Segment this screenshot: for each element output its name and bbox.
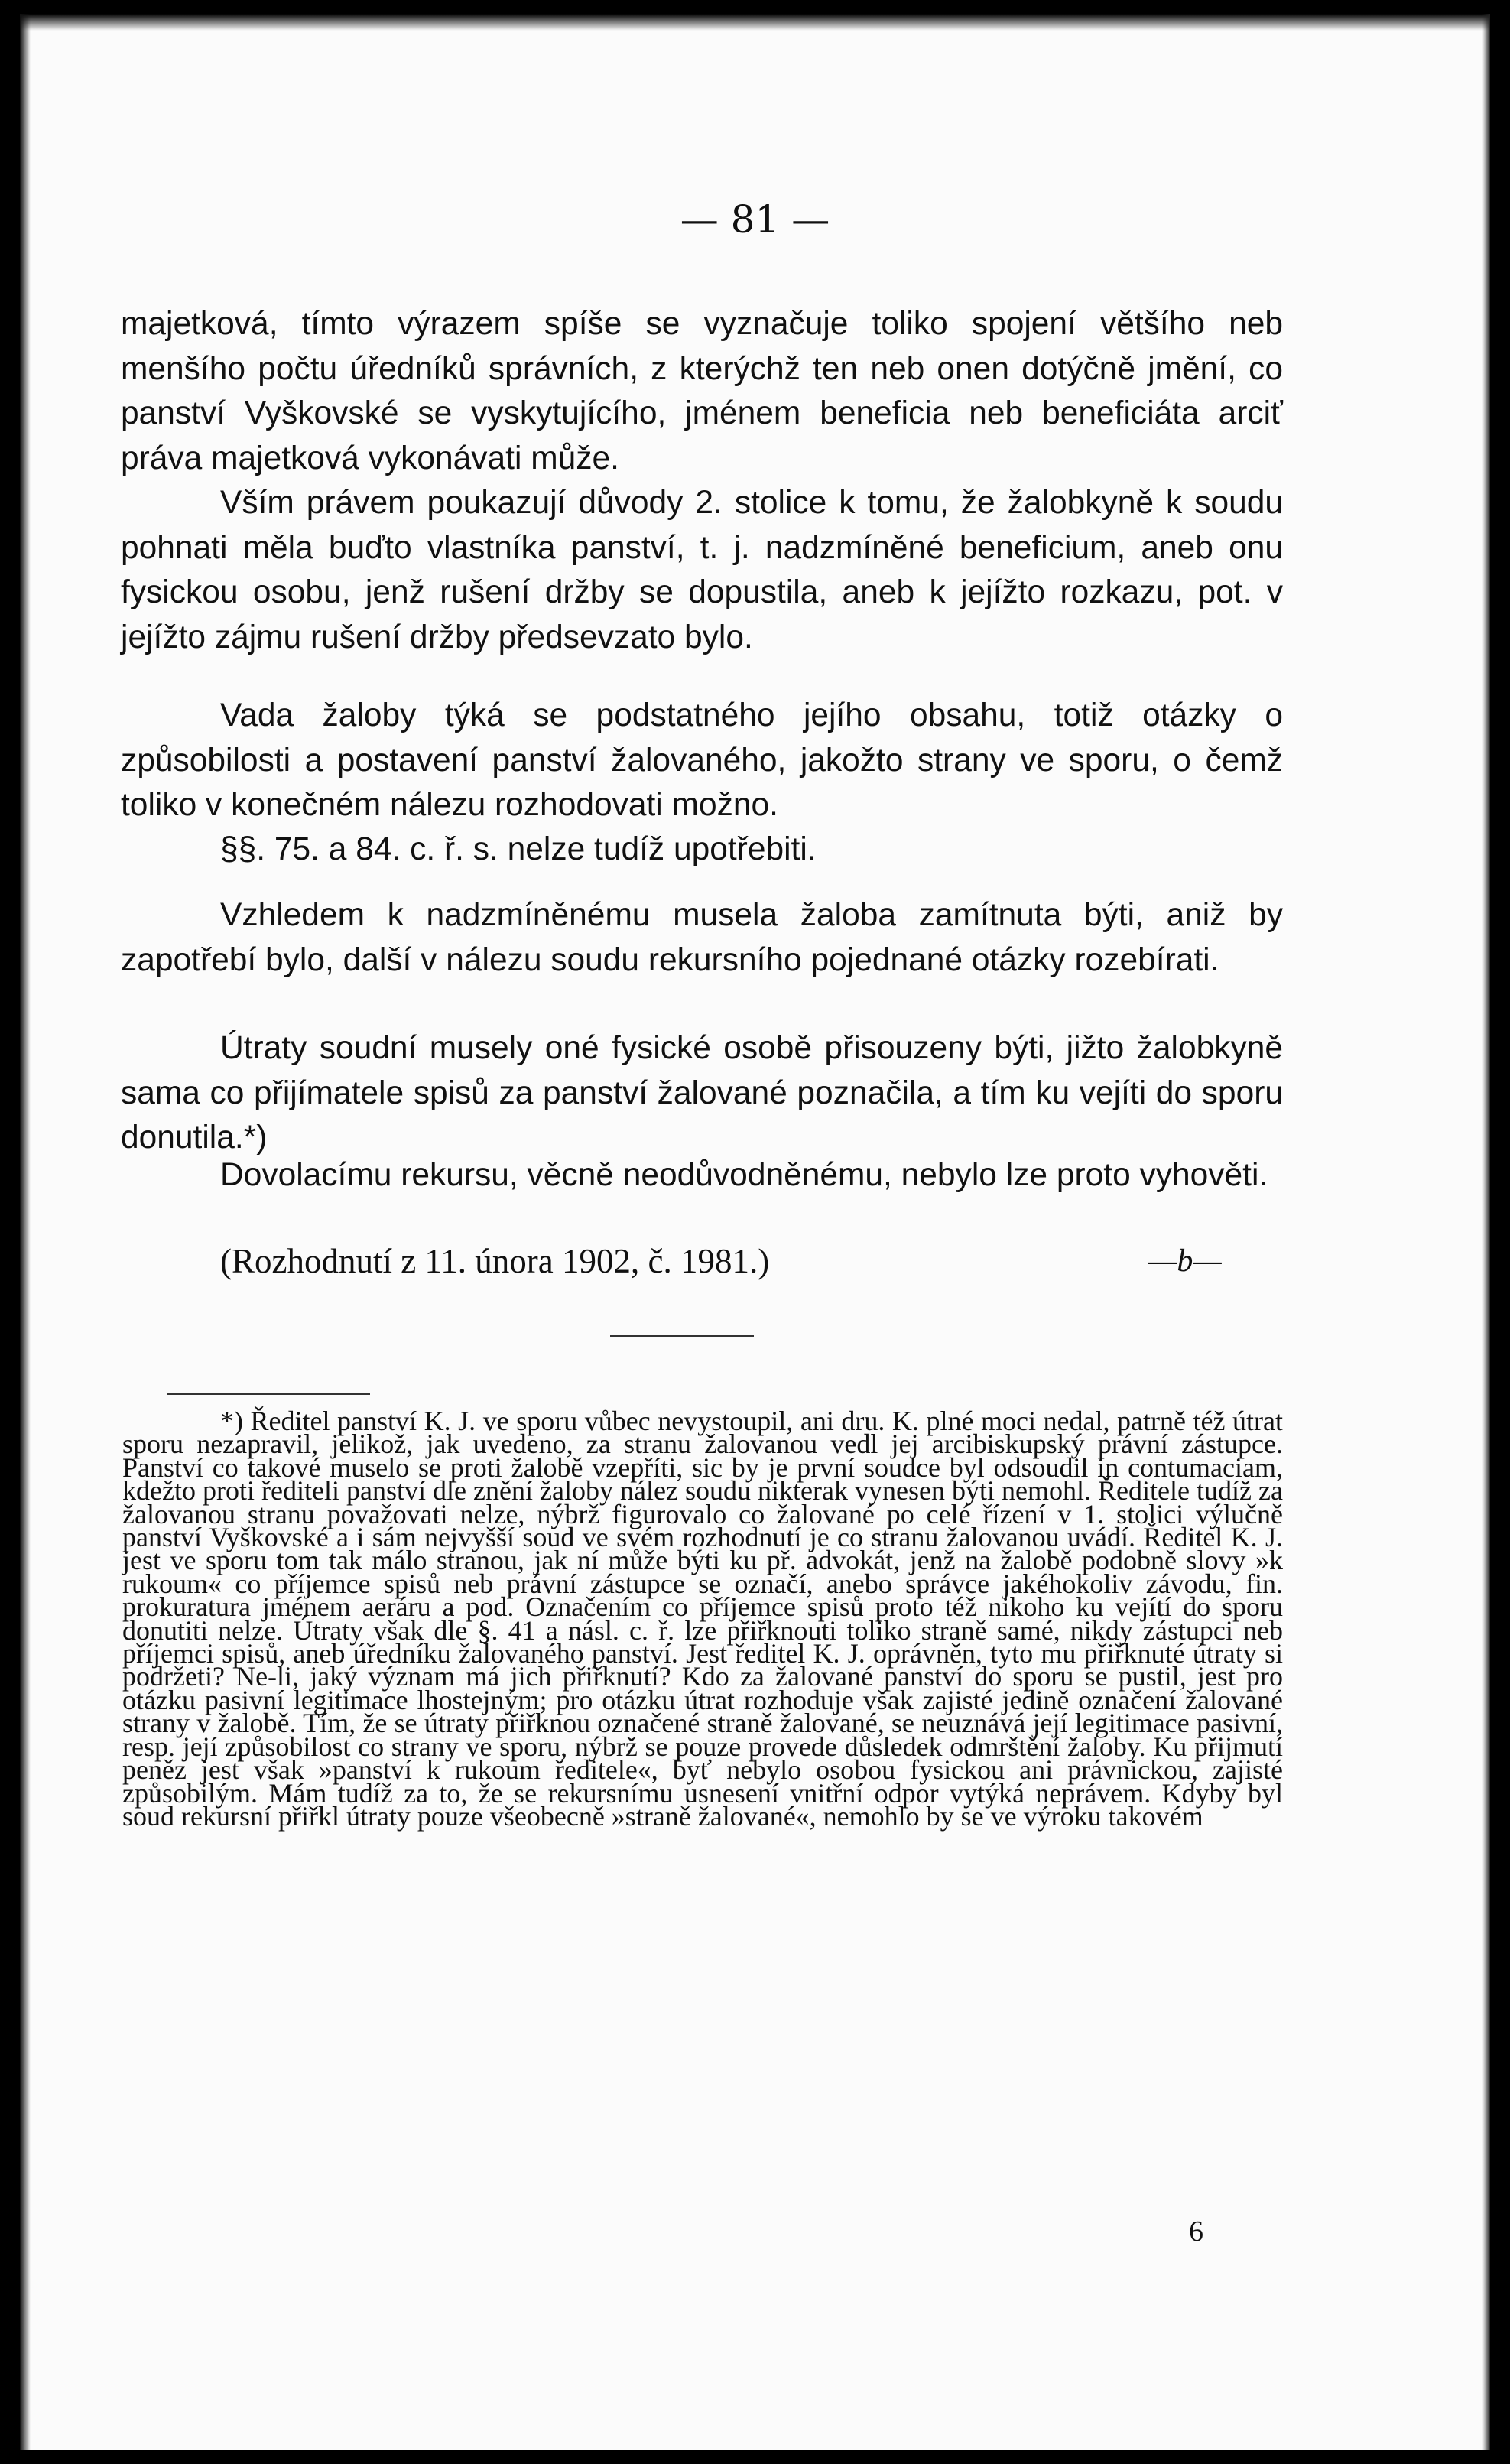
- footnote-rule: [167, 1393, 370, 1395]
- paragraph-3: Vada žaloby týká se podstatného jejího obsahu, totiž otázky o způsobilosti a postavení panství žalovaného, jakožto strany ve sporu, o čemž toliko v konečném nálezu rozhodovati možno.: [121, 697, 1283, 824]
- paragraph-2: Vším právem poukazují důvody 2. stolice k tomu, že žalobkyně k soudu pohnati měla buďto vlastníka panství, t. j. nadzmíněné beneficium, aneb onu fysickou osobu, jenž rušení držby se dopustila, aneb k jejížto rozkazu, pot. v jejížto zájmu rušení držby předsevzato bylo.: [121, 485, 1283, 655]
- section-divider: [610, 1335, 754, 1337]
- printer-signature-mark: 6: [1189, 2215, 1203, 2248]
- decision-citation: (Rozhodnutí z 11. února 1902, č. 1981.): [220, 1242, 770, 1280]
- author-signature: —b—: [1148, 1243, 1222, 1279]
- paragraph-4: §§. 75. a 84. c. ř. s. nelze tudíž upotřebiti.: [220, 831, 817, 867]
- page-edge-shadow-right: [1482, 14, 1490, 2450]
- paragraph-1: majetková, tímto výrazem spíše se vyznačuje toliko spojení většího neb menšího počtu úředníků správních, z kterýchž ten neb onen dotýčně jmění, co panství Vyškovské se vyskytujícího, jménem beneficia neb beneficiáta arciť práva majetková vykonávati může.: [121, 306, 1283, 476]
- page-edge-shadow-top: [20, 14, 1490, 31]
- paragraph-5: Vzhledem k nadzmíněnému musela žaloba zamítnuta býti, aniž by zapotřebí bylo, další v nálezu soudu rekursního pojednané otázky rozebírati.: [121, 897, 1283, 978]
- footnote: *) Ředitel panství K. J. ve sporu vůbec nevystoupil, ani dru. K. plné moci nedal, patrně též útrat sporu nezapravil, jelikož, jak uvedeno, za stranu žalovanou vedl jej arcibiskupský právní zástupce. Panství co takové muselo se proti žalobě vzepříti, sic by je první soudce byl odsoudil in contumaciam, kdežto proti řediteli panství dle znění žaloby nález soudu nikterak vynesen býti nemohl. Ředitele tudíž za žalovanou stranu považovati nelze, nýbrž figurovalo co žalované po celé řízení v 1. stolici výlučně panství Vyškovské a i sám nejvyšší soud ve svém rozhodnutí je co stranu žalovanou uvádí. Ředitel K. J. jest ve sporu tom tak málo stranou, jak ní může býti ku př. advokát, jenž na žalobě podobně slovy »k rukoum« co příjemce spisů neb právní zástupce se označí, anebo správce jakéhokoliv závodu, fin. prokuratura jménem aeráru a pod. Označením co příjemce spisů proto též nikoho ku vejítí do sporu donutiti nelze. Útraty však dle §. 41 a násl. c. ř. lze přiřknouti toliko straně samé, nikdy zástupci neb příjemci spisů, aneb úředníku žalovaného panství. Jest ředitel K. J. oprávněn, tyto mu přiřknuté útraty si podržeti? Ne-li, jaký význam má jich přiřknutí? Kdo za žalované panství do sporu se pustil, jest pro otázku pasivní legitimace lhostejným; pro otázku útrat rozhoduje však zajisté jedině označení žalované strany v žalobě. Tím, že se útraty přiřknou označené straně žalované, se neuznává její legitimace pasivní, resp. její způsobilost co strany ve sporu, nýbrž se pouze provede důsledek odmrštění žaloby. Ku přijmutí peněz jest však »panství k rukoum ředitele«, byť nebylo osobou fysickou ani právnickou, zajisté způsobilým. Mám tudíž za to, že se rekursnímu usnesení vnitřní odpor vytýká neprávem. Kdyby byl soud rekursní přiřkl útraty pouze všeobecně »straně žalované«, nemohlo by se ve výroku takovém: [122, 1406, 1283, 1832]
- page-edge-shadow-left: [20, 14, 31, 2450]
- page-number: — 81 —: [680, 197, 830, 242]
- paragraph-7: Dovolacímu rekursu, věcně neodůvodněnému, nebylo lze proto vyhověti.: [220, 1157, 1268, 1193]
- paragraph-6: Útraty soudní musely oné fysické osobě přisouzeny býti, jižto žalobkyně sama co přijímatele spisů za panství žalované poznačila, a tím ku vejíti do sporu donutila.*): [121, 1030, 1283, 1156]
